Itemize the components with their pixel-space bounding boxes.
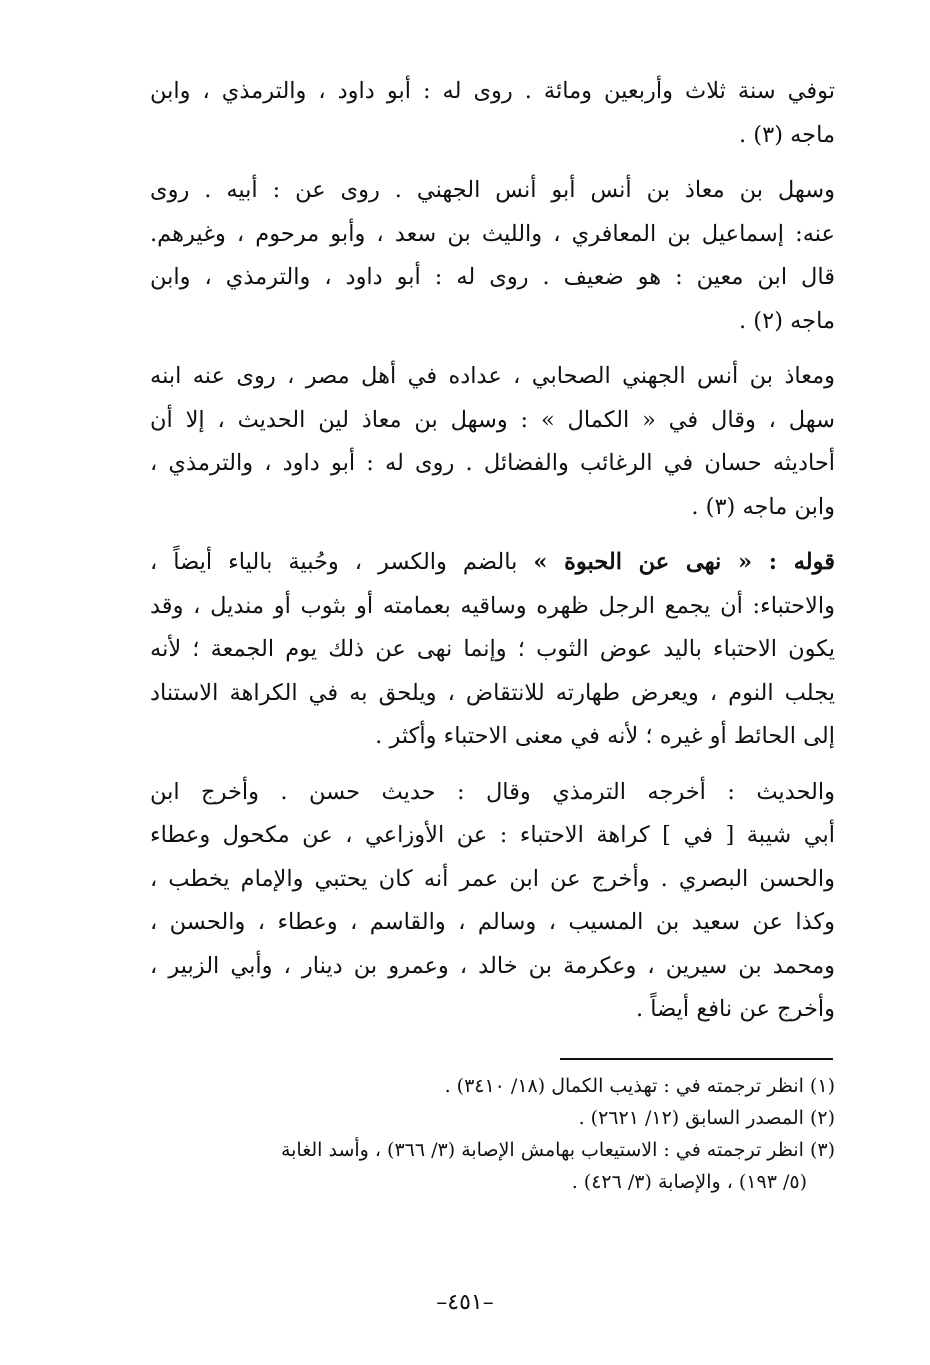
text-line: ومعاذ بن أنس الجهني الصحابي ، عداده في أهل مصر ، روى عنه ابنه	[150, 363, 835, 389]
text-line	[150, 541, 835, 585]
text-line: توفي سنة ثلاث وأربعين ومائة . روى له : أبو داود ، والترمذي ، وابن	[150, 78, 835, 104]
page-number: –٤٥١–	[436, 1290, 494, 1315]
footnote-divider	[560, 1058, 833, 1060]
text-line: سهل ، وقال في « الكمال » : وسهل بن معاذ لين الحديث ، إلا أن	[150, 406, 835, 433]
footnote-3-continued: (٥/ ١٩٣) ، والإصابة (٣/ ٤٢٦) .	[571, 1171, 807, 1193]
text-line: إلى الحائط أو غيره ؛ لأنه في معنى الاحتباء وأكثر .	[375, 723, 835, 749]
text-line: يجلب النوم ، ويعرض طهارته للانتقاض ، ويلحق به في الكراهة الاستناد	[150, 679, 835, 706]
text-line: عنه: إسماعيل بن المعافري ، والليث بن سعد ، وأبو مرحوم ، وغيرهم.	[150, 220, 835, 247]
text-line: وسهل بن معاذ بن أنس أبو أنس الجهني . روى عن : أبيه . روى	[150, 177, 835, 203]
paragraph-5	[150, 771, 835, 1032]
text-line: ماجه (٢) .	[739, 307, 835, 334]
footnotes	[150, 1070, 835, 1198]
text-line: قال ابن معين : هو ضعيف . روى له : أبو داود ، والترمذي ، وابن	[150, 264, 835, 290]
text-line: والاحتباء: أن يجمع الرجل ظهره وساقيه بعمامته أو بثوب أو منديل ، وقد	[150, 592, 835, 619]
text-line: أبي شيبة [ في ] كراهة الاحتباء : عن الأوزاعي ، عن مكحول وعطاء	[150, 822, 835, 848]
text-line-rest: بالضم والكسر ، وحُبية بالياء أيضاً ،	[150, 549, 534, 575]
lemma-heading: قوله : « نهى عن الحبوة »	[533, 549, 835, 575]
paragraph-2	[150, 169, 835, 343]
footnote-3: (٣) انظر ترجمته في : الاستيعاب بهامش الإصابة (٣/ ٣٦٦) ، وأسد الغابة	[280, 1139, 835, 1161]
text-line: والحسن البصري . وأخرج عن ابن عمر أنه كان يحتبي والإمام يخطب ،	[150, 865, 835, 892]
paragraph-4	[150, 541, 835, 759]
text-line: ومحمد بن سيرين ، وعكرمة بن خالد ، وعمرو بن دينار ، وأبي الزبير ،	[150, 952, 835, 979]
main-text	[150, 70, 835, 1032]
text-line: يكون الاحتباء باليد عوض الثوب ؛ وإنما نهى عن ذلك يوم الجمعة ؛ لأنه	[150, 636, 835, 662]
footnote-2: (٢) المصدر السابق (١٢/ ٢٦٢١) .	[578, 1107, 835, 1129]
paragraph-3	[150, 355, 835, 529]
text-line: ماجه (٣) .	[739, 121, 835, 148]
text-line: أحاديثه حسان في الرغائب والفضائل . روى له : أبو داود ، والترمذي ،	[150, 450, 835, 476]
footnote-1: (١) انظر ترجمته في : تهذيب الكمال (١٨/ ٣٤١٠) .	[444, 1075, 835, 1097]
paragraph-1	[150, 70, 835, 157]
text-line: والحديث : أخرجه الترمذي وقال : حديث حسن . وأخرج ابن	[150, 778, 835, 805]
text-line: وكذا عن سعيد بن المسيب ، وسالم ، والقاسم ، وعطاء ، والحسن ،	[150, 909, 835, 935]
text-line: وابن ماجه (٣) .	[691, 493, 835, 520]
text-line: وأخرج عن نافع أيضاً .	[635, 996, 835, 1022]
